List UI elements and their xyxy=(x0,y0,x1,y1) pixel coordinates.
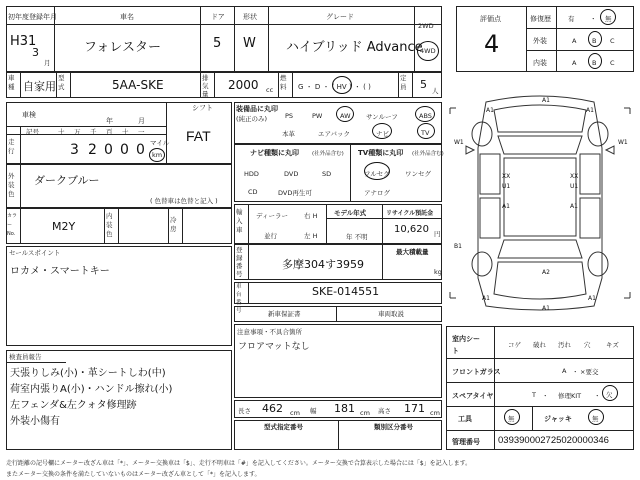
car-diagram xyxy=(446,88,634,320)
notes-label: 注意事項・不具合箇所 xyxy=(237,328,302,336)
windshield-x: ×要交 xyxy=(580,368,599,376)
docs-box xyxy=(234,306,442,322)
inspector-line-3: 外装小傷有 xyxy=(10,416,60,427)
import-dealer: ディーラー xyxy=(256,212,288,220)
length-unit: cm xyxy=(290,409,300,417)
shift-label: シフト xyxy=(192,104,213,112)
diag-label-a2: A2 xyxy=(542,269,550,276)
repair-sep: ・ xyxy=(590,15,597,23)
sheet-ana: 穴 xyxy=(584,341,591,349)
fuel-options: G ・ D ・ ( HV ) ・ ( ) xyxy=(298,83,371,91)
unit-mile: マイル xyxy=(150,139,170,147)
name-label: 車名 xyxy=(120,13,134,21)
equipment-sub: (純正のみ) xyxy=(236,115,268,123)
repair-no: 無 xyxy=(605,15,612,23)
shaken-month: 月 xyxy=(138,117,145,125)
navi-label: ナビ種類に丸印 xyxy=(250,149,299,157)
interior-opt-c: C xyxy=(610,59,615,67)
inspector-line-2: 左フェンダ&左クォタ修理跡 xyxy=(10,400,137,411)
first-reg-value: H31 xyxy=(10,34,37,49)
capacity-value: 5 xyxy=(420,78,427,91)
width-value: 181 xyxy=(334,402,355,415)
manage-label: 管理番号 xyxy=(452,438,480,446)
doors-value: 5 xyxy=(213,36,222,51)
registration-value: 多摩304す3959 xyxy=(282,258,364,271)
equip-tv: TV xyxy=(421,129,430,137)
diag-label-u1-left: U1 xyxy=(502,183,511,190)
color-no-box xyxy=(6,208,232,244)
sheet-kizu: キズ xyxy=(606,341,619,349)
color-no-label: カラーNo. xyxy=(7,213,18,237)
first-reg-month: 3 xyxy=(32,46,39,59)
jack-label: ジャッキ xyxy=(544,415,572,423)
navi-sd: SD xyxy=(322,170,332,178)
notes-value: フロアマットなし xyxy=(238,342,310,352)
width-unit: cm xyxy=(360,409,370,417)
repair-yes: 有 xyxy=(568,15,575,23)
capacity-unit: 人 xyxy=(432,87,439,95)
tv-oneseg: ワンセグ xyxy=(405,170,431,178)
doors-label: ドア xyxy=(211,13,225,21)
place-5: 一 xyxy=(138,128,145,136)
unit-km: km xyxy=(152,151,163,159)
interior-opt-a: A xyxy=(572,59,577,67)
inspector-line-1: 荷室内張りA(小)・ハンドル擦れ(小) xyxy=(10,384,173,395)
height-value: 171 xyxy=(404,402,425,415)
windshield-a: A xyxy=(562,367,567,375)
jack-value: 無 xyxy=(592,415,599,423)
spare-kit: 修理KIT xyxy=(558,392,582,400)
color-section-label: 外装色 xyxy=(8,172,15,198)
diag-label-a1-left: A1 xyxy=(502,203,510,210)
mileage-section-label: 走行 xyxy=(8,138,15,155)
diag-label-rl: A1 xyxy=(482,295,490,302)
shift-value: FAT xyxy=(186,128,211,144)
tv-label: TV種類に丸印 xyxy=(358,149,404,157)
footer-line-1: 走行距離の記号欄にメーター改ざん車は「*」、メーター交換車は「$」、走行不明車は「#」を記入してください。メーター交換で合算表示した場合には「$」を記入します。 xyxy=(6,460,472,467)
diag-label-b1: B1 xyxy=(454,243,462,250)
spare-sep: ・ xyxy=(542,392,549,400)
manual-label: 車両取説 xyxy=(378,310,404,318)
sheet-yabure: 破れ xyxy=(533,341,546,349)
import-left: 左 H xyxy=(304,232,318,240)
memo-label: 記号 xyxy=(26,128,39,136)
chassis-value: SKE-014551 xyxy=(312,285,380,298)
exterior-opt-b: B xyxy=(592,37,597,45)
shape-label: 形状 xyxy=(243,13,257,21)
score-label: 評価点 xyxy=(480,15,501,23)
fuel-hv-circle xyxy=(332,76,352,94)
place-2: 千 xyxy=(90,128,97,136)
place-0: 十 xyxy=(58,128,65,136)
sheet-koge: コゲ xyxy=(508,341,521,349)
equip-navi: ナビ xyxy=(376,130,389,138)
equip-pw: PW xyxy=(312,112,323,120)
diag-label-front: A1 xyxy=(542,97,550,104)
grade-value: ハイブリッド Advance xyxy=(286,40,423,55)
digit-4: 0 xyxy=(136,142,145,158)
recycle-value: 10,620 xyxy=(394,224,429,235)
recycle-label: リサイクル預託金 xyxy=(386,210,434,217)
windshield-label: フロントガラス xyxy=(452,368,501,376)
displacement-unit: cc xyxy=(266,86,274,94)
navi-dvd: DVD xyxy=(284,170,299,178)
fuel-label: 燃料 xyxy=(280,74,287,91)
diag-label-w1-right: W1 xyxy=(618,139,628,146)
row2-box xyxy=(6,72,442,98)
diag-label-w1-left: W1 xyxy=(454,139,464,146)
diag-label-fr: A1 xyxy=(586,107,594,114)
manage-value: 039390002725020000346 xyxy=(498,435,609,446)
registration-label: 登録番号 xyxy=(236,246,243,278)
length-value: 462 xyxy=(262,402,283,415)
model-label: 型式 xyxy=(58,74,65,91)
place-3: 百 xyxy=(106,128,113,136)
equip-airbag: エアバック xyxy=(318,130,350,138)
diag-label-fl: A1 xyxy=(486,107,494,114)
height-label: 高さ xyxy=(378,407,391,415)
place-4: 十 xyxy=(122,128,129,136)
color-value: ダークブルー xyxy=(34,174,100,187)
type-cert-label: 型式指定番号 xyxy=(264,423,303,431)
spare-t: T xyxy=(532,391,536,399)
recycle-unit: 円 xyxy=(434,230,441,238)
inspector-line-0: 天張りしみ(小)・革シートしわ(中) xyxy=(10,368,166,379)
exterior-opt-c: C xyxy=(610,37,615,45)
max-load-label: 最大積載量 xyxy=(396,248,429,256)
shaken-label: 車検 xyxy=(22,111,36,119)
equip-abs: ABS xyxy=(419,112,432,120)
model-year-label: モデル年式 xyxy=(334,209,367,217)
import-label: 輸入車 xyxy=(236,208,243,234)
diag-label-xx-left: XX xyxy=(502,173,511,180)
new-car-warranty: 新車保証書 xyxy=(268,310,301,318)
exterior-label: 外装 xyxy=(533,37,547,45)
diag-label-a1-right: A1 xyxy=(570,203,578,210)
diag-label-rear: A1 xyxy=(542,305,550,312)
digit-3: 0 xyxy=(120,142,129,158)
digit-2: 0 xyxy=(104,142,113,158)
chassis-label: 車台番号 xyxy=(236,284,242,314)
month-unit: 月 xyxy=(44,59,51,67)
diag-label-xx-right: XX xyxy=(570,173,579,180)
footer-line-2: またメーター交換の条件を満たしていないものはメーター改ざん車として「*」を記入します。 xyxy=(6,471,261,478)
spare-sep2: ・ xyxy=(594,392,601,400)
equipment-label: 装備品に丸印 xyxy=(236,105,278,113)
spare-label: スペアタイヤ xyxy=(452,392,494,400)
interior-label: 内装 xyxy=(533,59,547,67)
first-reg-label: 初年度登録年月 xyxy=(8,13,57,21)
interior-opt-b: B xyxy=(592,59,597,67)
usage-label: 車種 xyxy=(8,74,15,91)
width-label: 幅 xyxy=(310,407,317,415)
model-year-value: 年 不明 xyxy=(346,233,368,241)
sales-value: ロカメ・スマートキー xyxy=(10,266,110,277)
score-value: 4 xyxy=(484,30,500,58)
place-1: 万 xyxy=(74,128,81,136)
navi-dvd-play: DVD再生可 xyxy=(278,189,312,197)
sales-label: セールスポイント xyxy=(9,249,61,257)
repair-label: 修復歴 xyxy=(530,15,551,23)
name-value: フォレスター xyxy=(84,40,161,55)
displacement-value: 2000 xyxy=(228,78,259,92)
exterior-opt-a: A xyxy=(572,37,577,45)
category-label: 類別区分番号 xyxy=(374,423,413,431)
sales-box xyxy=(6,246,232,346)
tv-analog: アナログ xyxy=(364,189,390,197)
aircon-label: 冷房 xyxy=(170,216,177,233)
shaken-year: 年 xyxy=(106,117,113,125)
equip-leather: 本革 xyxy=(282,130,295,138)
inspector-label: 検査員報告 xyxy=(9,353,42,361)
tools-value: 無 xyxy=(508,415,515,423)
diag-label-u1-right: U1 xyxy=(570,183,579,190)
equip-aw: AW xyxy=(340,112,351,120)
interior-color-label: 内装色 xyxy=(106,212,113,238)
navi-sub: (社外品含む) xyxy=(312,151,344,157)
navi-hdd: HDD xyxy=(244,170,259,178)
navi-cd: CD xyxy=(248,188,258,196)
spare-missing: 欠 xyxy=(606,391,613,399)
tools-label: 工具 xyxy=(458,415,472,423)
color-note: ( 色替車は色替と記入 ) xyxy=(150,197,218,205)
usage-value: 自家用 xyxy=(23,80,56,93)
color-no-value: M2Y xyxy=(52,220,76,233)
import-parallel: 並行 xyxy=(264,232,277,240)
digit-1: 2 xyxy=(88,142,97,158)
height-unit: cm xyxy=(430,409,440,417)
digit-0: 3 xyxy=(70,142,79,158)
drive-2wd: 2WD xyxy=(418,22,434,30)
grade-label: グレード xyxy=(326,13,354,21)
diag-label-rr: A1 xyxy=(588,295,596,302)
length-label: 長さ xyxy=(238,407,251,415)
import-right: 右 H xyxy=(304,212,318,220)
tv-fullseg: フルセグ xyxy=(364,170,390,178)
windshield-sep: ・ xyxy=(572,368,579,376)
displacement-label: 排気量 xyxy=(202,74,209,98)
equip-ps: PS xyxy=(285,112,294,120)
equip-sunroof: サンルーフ xyxy=(366,113,398,121)
drive-4wd: 4WD xyxy=(420,47,436,55)
capacity-label: 定員 xyxy=(400,74,407,91)
interior-sheet-label: 室内シート xyxy=(452,335,480,355)
tv-sub: (社外品含む) xyxy=(412,151,444,157)
sheet-yogore: 汚れ xyxy=(558,341,571,349)
model-value: 5AA-SKE xyxy=(112,78,164,92)
max-load-unit: kg xyxy=(434,268,442,276)
shape-value: W xyxy=(243,36,256,51)
